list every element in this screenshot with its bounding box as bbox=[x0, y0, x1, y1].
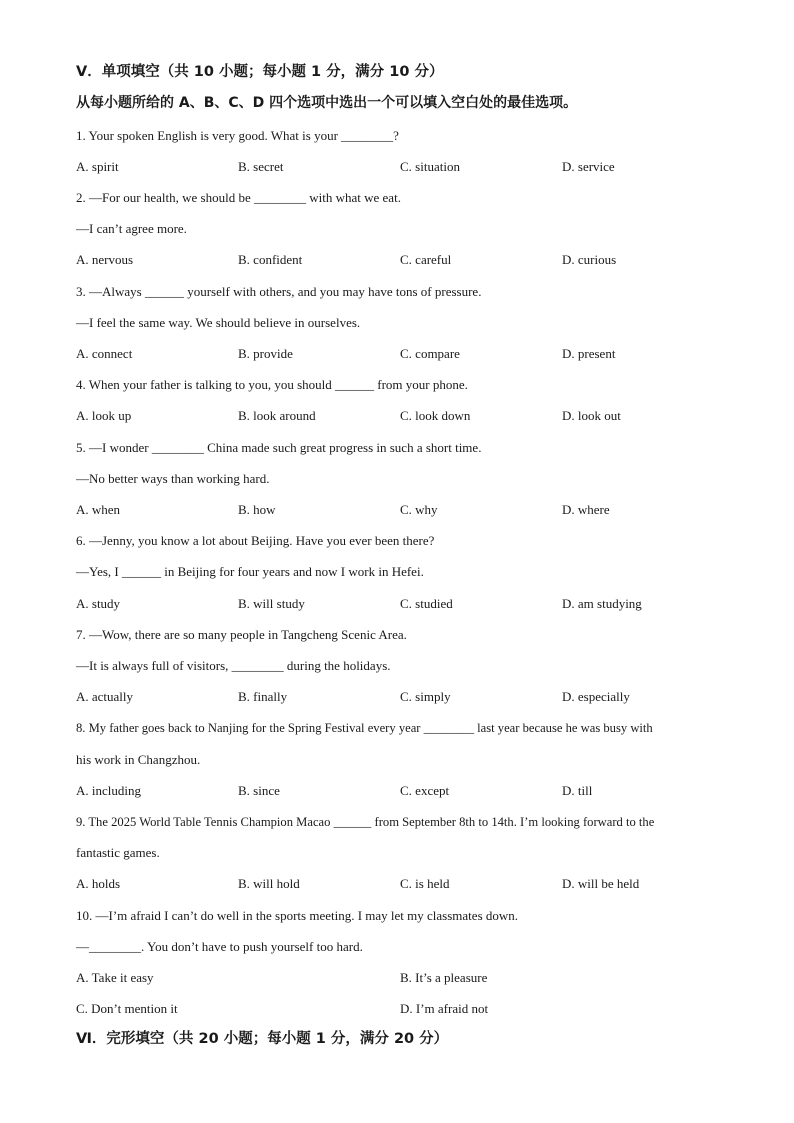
question-8-option-c: C. except bbox=[400, 783, 450, 798]
question-2-response: —I can’t agree more. bbox=[76, 221, 187, 236]
question-9-stem: 9. The 2025 World Table Tennis Champion Macao ______ from September 8th to 14th. I’m looking forward to the bbox=[76, 815, 655, 829]
question-3-response: —I feel the same way. We should believe in ourselves. bbox=[76, 315, 361, 330]
question-7-option-a: A. actually bbox=[76, 689, 134, 704]
question-6-response: —Yes, I ______ in Beijing for four years and now I work in Hefei. bbox=[76, 564, 424, 579]
question-1-option-c: C. situation bbox=[400, 159, 460, 174]
question-10-response: —________. You don’t have to push yourself too hard. bbox=[76, 939, 363, 954]
question-5-option-a: A. when bbox=[76, 502, 121, 517]
question-4-stem: 4. When your father is talking to you, you should ______ from your phone. bbox=[76, 377, 468, 392]
question-2-option-b: B. confident bbox=[238, 252, 303, 267]
question-3-option-b: B. provide bbox=[238, 346, 293, 361]
question-6-stem: 6. —Jenny, you know a lot about Beijing. Have you ever been there? bbox=[76, 533, 435, 548]
question-10-option-a: A. Take it easy bbox=[76, 970, 154, 985]
section-5-heading: Ⅴ．单项填空（共 10 小题；每小题 1 分，满分 10 分） bbox=[76, 64, 444, 80]
question-4-option-b: B. look around bbox=[238, 408, 316, 423]
section-5-instruction: 从每小题所给的 A、B、C、D 四个选项中选出一个可以填入空白处的最佳选项。 bbox=[76, 95, 578, 111]
question-2-option-d: D. curious bbox=[562, 252, 617, 267]
question-8-stem: 8. My father goes back to Nanjing for the Spring Festival every year ________ last year because he was busy with bbox=[76, 721, 653, 735]
question-9-option-b: B. will hold bbox=[238, 876, 300, 891]
question-2-option-c: C. careful bbox=[400, 252, 452, 267]
question-4-option-d: D. look out bbox=[562, 408, 621, 423]
question-8-option-a: A. including bbox=[76, 783, 141, 798]
question-6-option-d: D. am studying bbox=[562, 596, 642, 611]
question-3-stem: 3. —Always ______ yourself with others, and you may have tons of pressure. bbox=[76, 284, 482, 299]
question-3-option-d: D. present bbox=[562, 346, 616, 361]
question-5-stem: 5. —I wonder ________ China made such great progress in such a short time. bbox=[76, 440, 482, 455]
question-9-option-d: D. will be held bbox=[562, 876, 640, 891]
question-10-stem: 10. —I’m afraid I can’t do well in the sports meeting. I may let my classmates down. bbox=[76, 908, 519, 923]
question-7-option-d: D. especially bbox=[562, 689, 630, 704]
question-5-option-b: B. how bbox=[238, 502, 276, 517]
question-7-response: —It is always full of visitors, ________ during the holidays. bbox=[76, 658, 391, 673]
question-7-stem: 7. —Wow, there are so many people in Tangcheng Scenic Area. bbox=[76, 627, 407, 642]
question-9-option-c: C. is held bbox=[400, 876, 450, 891]
question-2-stem: 2. —For our health, we should be ________ with what we eat. bbox=[76, 190, 401, 205]
question-9-option-a: A. holds bbox=[76, 876, 121, 891]
question-5-response: —No better ways than working hard. bbox=[76, 471, 270, 486]
question-4-option-c: C. look down bbox=[400, 408, 471, 423]
question-2-option-a: A. nervous bbox=[76, 252, 134, 267]
question-9-stem-continued: fantastic games. bbox=[76, 845, 160, 860]
question-5-option-c: C. why bbox=[400, 502, 438, 517]
question-10-option-d: D. I’m afraid not bbox=[400, 1001, 489, 1016]
question-1-option-d: D. service bbox=[562, 159, 615, 174]
question-10-option-b: B. It’s a pleasure bbox=[400, 970, 488, 985]
question-3-option-a: A. connect bbox=[76, 346, 133, 361]
question-8-option-d: D. till bbox=[562, 783, 593, 798]
question-8-option-b: B. since bbox=[238, 783, 280, 798]
question-1-option-a: A. spirit bbox=[76, 159, 119, 174]
question-10-option-c: C. Don’t mention it bbox=[76, 1001, 178, 1016]
question-8-stem-continued: his work in Changzhou. bbox=[76, 752, 201, 767]
question-4-option-a: A. look up bbox=[76, 408, 132, 423]
question-1-option-b: B. secret bbox=[238, 159, 284, 174]
question-7-option-c: C. simply bbox=[400, 689, 451, 704]
question-3-option-c: C. compare bbox=[400, 346, 460, 361]
question-6-option-c: C. studied bbox=[400, 596, 453, 611]
question-6-option-b: B. will study bbox=[238, 596, 305, 611]
question-7-option-b: B. finally bbox=[238, 689, 288, 704]
question-5-option-d: D. where bbox=[562, 502, 610, 517]
question-6-option-a: A. study bbox=[76, 596, 121, 611]
question-1-stem: 1. Your spoken English is very good. What is your ________? bbox=[76, 128, 399, 143]
section-6-heading: Ⅵ．完形填空（共 20 小题；每小题 1 分，满分 20 分） bbox=[76, 1031, 449, 1047]
